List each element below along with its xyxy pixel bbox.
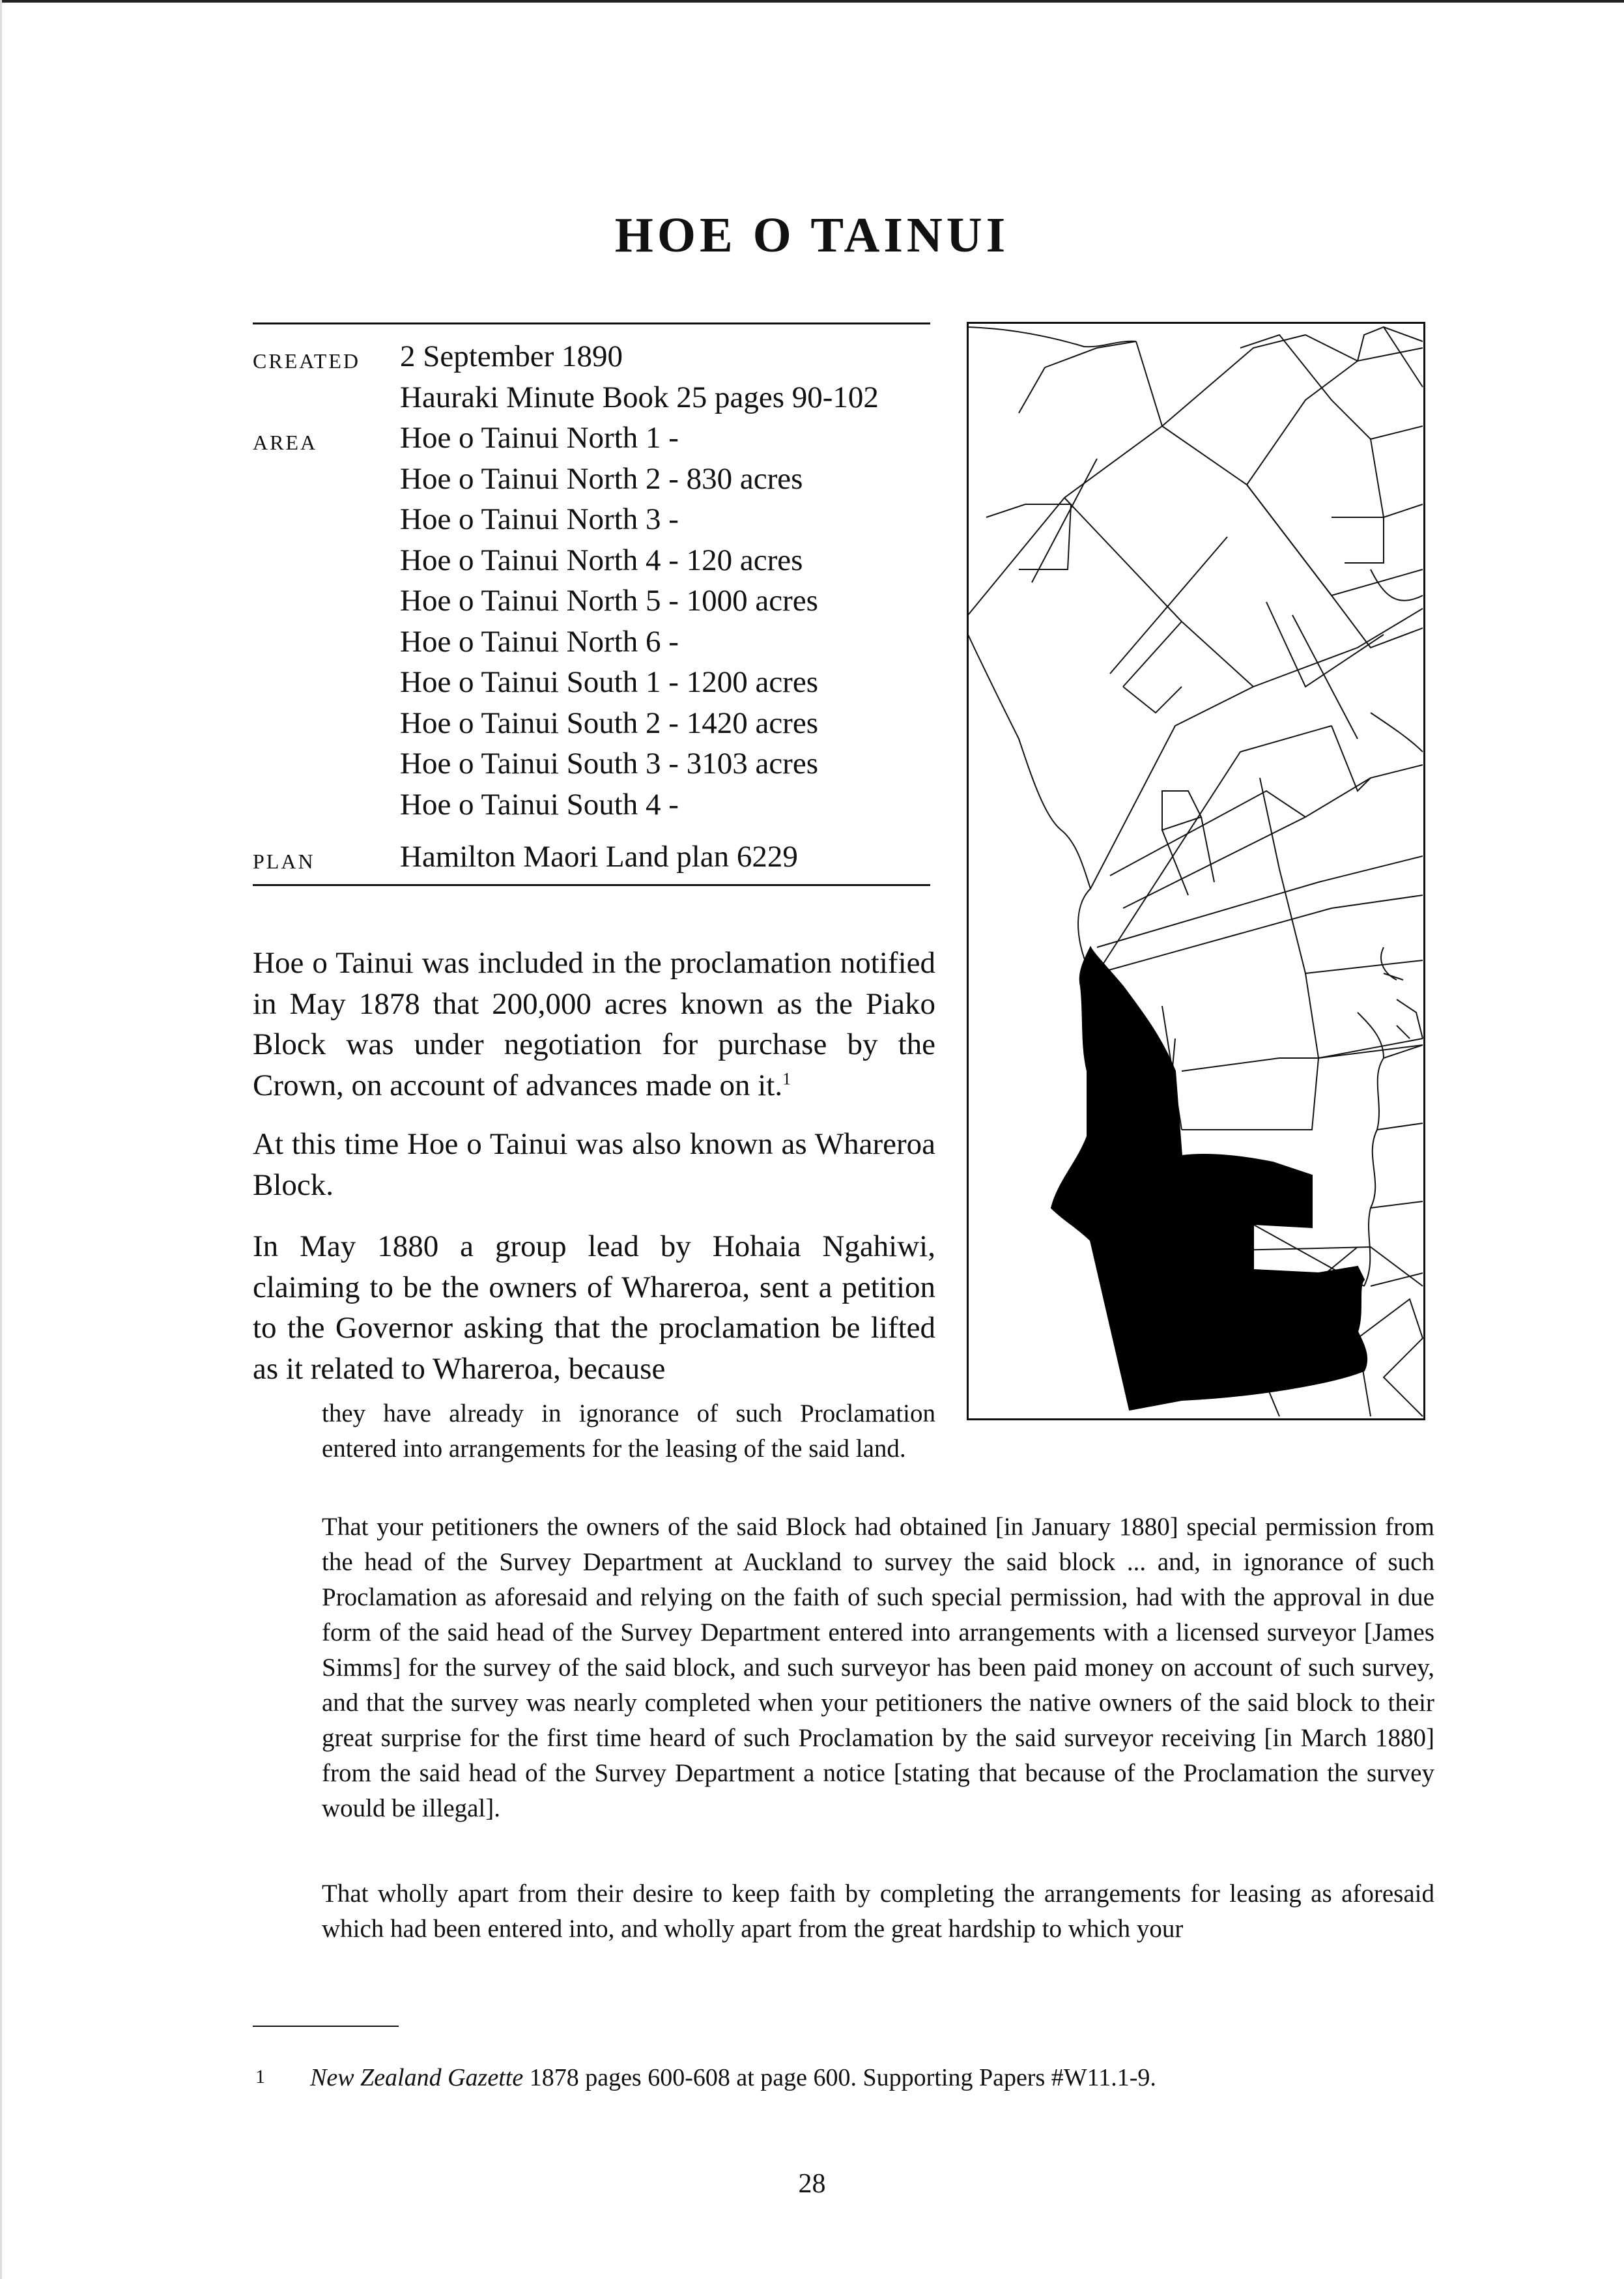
area-line: Hoe o Tainui North 6 -	[400, 624, 679, 659]
area-line: Hoe o Tainui North 5 - 1000 acres	[400, 584, 818, 618]
paragraph-text: Hoe o Tainui was included in the proclamation notified in May 1878 that 200,000 acres known as the Piako Block was under negotiation for purchase by the Crown, on account of advances made on it.	[253, 946, 935, 1102]
area-line: Hoe o Tainui North 1 -	[400, 421, 679, 455]
scan-edge-top	[0, 0, 1624, 3]
area-row	[253, 461, 930, 502]
footnote-number: 1	[255, 2066, 265, 2087]
minute-book-ref: Hauraki Minute Book 25 pages 90-102	[400, 380, 879, 414]
table-top-rule	[253, 322, 930, 324]
paragraph-petition: In May 1880 a group lead by Hohaia Ngahiwi, claiming to be the owners of Whareroa, sent a petition to the Governor asking that the proclamation be lifted as it related to Whareroa, because	[253, 1229, 935, 1386]
area-row	[253, 787, 930, 828]
created-label: CREATED	[253, 349, 360, 373]
created-row	[253, 339, 930, 380]
quote-leasing: they have already in ignorance of such Proclamation entered into arrangements for the leasing of the said land.	[322, 1399, 935, 1463]
footnote	[255, 2063, 1156, 2092]
area-line: Hoe o Tainui North 2 - 830 acres	[400, 461, 803, 496]
block-metadata-table	[253, 339, 930, 880]
footnote-ref: 1	[782, 1068, 791, 1088]
area-row	[253, 420, 930, 461]
area-label: AREA	[253, 431, 318, 454]
footnote-source-title: New Zealand Gazette	[310, 2064, 524, 2091]
area-row	[253, 706, 930, 747]
paragraph-whareroa: At this time Hoe o Tainui was also known as Whareroa Block.	[253, 1127, 935, 1202]
page-number: 28	[798, 2169, 826, 2199]
quote-survey: That your petitioners the owners of the said Block had obtained [in January 1880] special permission from the head of the Survey Department at Auckland to survey the said block ... and, in ignorance of such Proclamation as aforesaid and relying on the faith of such special permission, had with the approval in due form of the said head of the Survey Department entered into arrangements with a licensed surveyor [James Simms] for the survey of the said block, and such surveyor has been paid money on account of such survey, and that the survey was nearly completed when your petitioners the native owners of the said block to their great surprise for the first time heard of such Proclamation by the said surveyor receiving [in March 1880] from the said head of the Survey Department a notice [stating that because of the Proclamation the survey would be illegal].	[322, 1513, 1434, 1822]
scan-edge-left	[0, 0, 2, 2279]
area-line: Hoe o Tainui South 2 - 1420 acres	[400, 706, 818, 740]
cadastral-block-map-icon	[967, 322, 1425, 1420]
area-row	[253, 583, 930, 624]
quote-hardship: That wholly apart from their desire to keep faith by completing the arrangements for leasing as aforesaid which had been entered into, and wholly apart from the great hardship to which your	[322, 1880, 1434, 1943]
paragraph-proclamation	[253, 943, 935, 1106]
area-line: Hoe o Tainui South 1 - 1200 acres	[400, 665, 818, 699]
area-row	[253, 543, 930, 584]
footnote-text: 1878 pages 600-608 at page 600. Supporting Papers #W11.1-9.	[523, 2064, 1156, 2091]
plan-label: PLAN	[253, 850, 315, 873]
area-row	[253, 624, 930, 665]
area-line: Hoe o Tainui North 3 -	[400, 502, 679, 536]
area-row	[253, 746, 930, 787]
area-row	[253, 665, 930, 706]
area-row	[253, 502, 930, 543]
plan-value: Hamilton Maori Land plan 6229	[400, 840, 798, 874]
area-line: Hoe o Tainui South 3 - 3103 acres	[400, 747, 818, 781]
created-date: 2 September 1890	[400, 339, 623, 373]
page-title: HOE O TAINUI	[614, 208, 1010, 263]
table-bottom-rule	[253, 884, 930, 886]
plan-row	[253, 839, 930, 880]
area-line: Hoe o Tainui North 4 - 120 acres	[400, 543, 803, 577]
footnote-rule	[253, 2026, 399, 2027]
minute-book-row	[253, 380, 930, 421]
area-line: Hoe o Tainui South 4 -	[400, 787, 679, 822]
